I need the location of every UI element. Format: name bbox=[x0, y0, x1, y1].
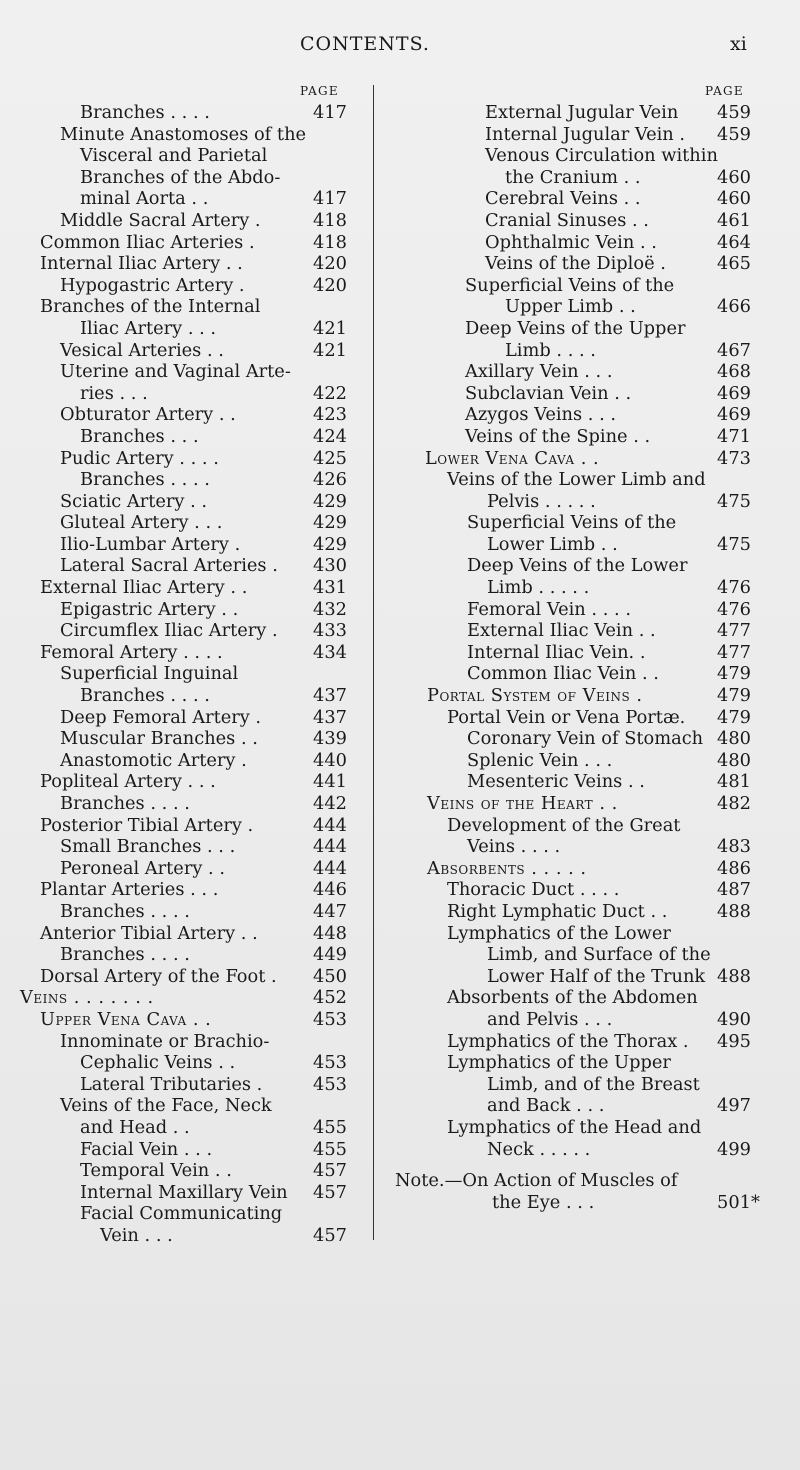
toc-entry bbox=[0, 1031, 360, 1074]
toc-page-number: 422 bbox=[313, 382, 347, 404]
toc-entry bbox=[380, 642, 800, 664]
toc-entry-text: Ilio-Lumbar Artery . bbox=[60, 533, 241, 555]
toc-entry bbox=[380, 750, 800, 772]
toc-entry-text: Upper Limb . . bbox=[505, 296, 636, 318]
toc-entry bbox=[0, 404, 360, 426]
toc-entry bbox=[380, 124, 800, 146]
running-head bbox=[0, 33, 800, 59]
toc-page-number: 488 bbox=[717, 965, 751, 987]
toc-entry-text: and Back . . . bbox=[487, 1095, 605, 1117]
toc-page-number: 477 bbox=[717, 641, 751, 663]
toc-entry bbox=[0, 340, 360, 362]
toc-page-number: 479 bbox=[717, 663, 751, 685]
toc-entry bbox=[0, 296, 360, 339]
toc-page-number: 481 bbox=[717, 771, 751, 793]
toc-entry bbox=[0, 663, 360, 706]
toc-page-number: 486 bbox=[717, 857, 751, 879]
toc-entry-text: Pelvis . . . . . bbox=[487, 490, 596, 512]
toc-page-number: 477 bbox=[717, 620, 751, 642]
page-column-label-right: PAGE bbox=[705, 84, 744, 98]
toc-entry-text: Temporal Vein . . bbox=[80, 1160, 232, 1182]
toc-entry bbox=[380, 987, 800, 1030]
toc-page-number: 482 bbox=[717, 793, 751, 814]
toc-entry-text: Upper Vena Cava . . bbox=[40, 1008, 212, 1030]
toc-page-number: 464 bbox=[717, 231, 751, 253]
toc-entry-text: the Cranium . . bbox=[505, 166, 641, 188]
toc-page-number: 437 bbox=[313, 706, 347, 728]
toc-page-number: 488 bbox=[717, 900, 751, 922]
toc-entry-text: Innominate or Brachio- bbox=[60, 1030, 270, 1052]
toc-page-number: 473 bbox=[717, 447, 751, 469]
toc-entry-text: Lateral Sacral Arteries . bbox=[60, 555, 278, 577]
toc-entry-text: ries . . . bbox=[80, 382, 148, 404]
note-entry bbox=[380, 1170, 800, 1213]
toc-entry bbox=[0, 836, 360, 858]
toc-entry bbox=[380, 210, 800, 232]
toc-entry-text: Branches . . . . bbox=[80, 685, 210, 707]
toc-entry bbox=[380, 469, 800, 512]
toc-entry bbox=[380, 383, 800, 405]
toc-page-number: 469 bbox=[717, 404, 751, 426]
toc-page-number: 457 bbox=[313, 1160, 347, 1182]
toc-page-number: 457 bbox=[313, 1181, 347, 1203]
toc-entry-text: Axillary Vein . . . bbox=[465, 361, 613, 383]
toc-page-number: 432 bbox=[313, 598, 347, 620]
toc-entry bbox=[380, 426, 800, 448]
toc-entry-text: Cephalic Veins . . bbox=[80, 1052, 236, 1074]
toc-entry-text: Lateral Tributaries . bbox=[80, 1073, 263, 1095]
toc-entry bbox=[380, 599, 800, 621]
toc-entry-text: and Pelvis . . . bbox=[487, 1008, 613, 1030]
toc-entry-text: Veins of the Lower Limb and bbox=[447, 469, 706, 491]
toc-entry-text: Portal System of Veins . bbox=[427, 685, 643, 707]
toc-entry-text: Superficial Veins of the bbox=[465, 274, 675, 296]
toc-page-number: 467 bbox=[717, 339, 751, 361]
toc-page-number: 479 bbox=[717, 706, 751, 728]
toc-page-number: 449 bbox=[313, 944, 347, 966]
toc-entry-text: Limb . . . . . bbox=[487, 577, 590, 599]
toc-entry-text: Absorbents . . . . . bbox=[427, 857, 587, 879]
toc-page-number: 421 bbox=[313, 317, 347, 339]
toc-page-number: 468 bbox=[717, 361, 751, 383]
toc-page-number: 450 bbox=[313, 965, 347, 987]
toc-page-number: 469 bbox=[717, 382, 751, 404]
toc-page-number: 425 bbox=[313, 447, 347, 469]
toc-entry-text: Branches . . . . bbox=[80, 469, 210, 491]
toc-entry-text: Veins of the Face, Neck bbox=[60, 1095, 272, 1117]
toc-page-number: 453 bbox=[313, 1008, 347, 1030]
toc-entry bbox=[380, 793, 800, 815]
toc-entry-text: Common Iliac Arteries . bbox=[40, 231, 255, 253]
toc-entry bbox=[0, 426, 360, 448]
toc-entry-text: Vein . . . bbox=[100, 1224, 173, 1246]
toc-page-number: 480 bbox=[717, 749, 751, 771]
toc-page-number: 426 bbox=[313, 469, 347, 491]
toc-page-number: 420 bbox=[313, 274, 347, 296]
toc-page-number: 423 bbox=[313, 404, 347, 426]
toc-entry bbox=[380, 102, 800, 124]
toc-entry-text: Branches . . . . bbox=[60, 900, 190, 922]
toc-entry bbox=[380, 771, 800, 793]
toc-entry-text: Portal Vein or Vena Portæ. bbox=[447, 706, 686, 728]
toc-entry-text: Splenic Vein . . . bbox=[467, 749, 613, 771]
toc-page-number: 465 bbox=[717, 253, 751, 275]
toc-entry bbox=[0, 491, 360, 513]
toc-entry bbox=[380, 361, 800, 383]
toc-entry bbox=[0, 555, 360, 577]
toc-entry-text: Subclavian Vein . . bbox=[465, 382, 632, 404]
toc-entry bbox=[0, 750, 360, 772]
toc-entry-text: Minute Anastomoses of the bbox=[60, 123, 307, 145]
toc-page-number: 420 bbox=[313, 253, 347, 275]
toc-entry-text: Anterior Tibial Artery . . bbox=[40, 922, 258, 944]
toc-page-number: 417 bbox=[313, 188, 347, 210]
toc-page-number: 441 bbox=[313, 771, 347, 793]
toc-entry bbox=[0, 620, 360, 642]
toc-entry bbox=[0, 707, 360, 729]
toc-entry-text: Veins . . . . bbox=[467, 836, 561, 858]
toc-entry bbox=[380, 1052, 800, 1117]
toc-page-number: 476 bbox=[717, 598, 751, 620]
toc-entry bbox=[380, 448, 800, 470]
toc-page-number: 460 bbox=[717, 166, 751, 188]
toc-page-number: 476 bbox=[717, 577, 751, 599]
toc-entry bbox=[0, 1009, 360, 1031]
toc-entry bbox=[380, 685, 800, 707]
toc-entry bbox=[380, 1031, 800, 1053]
toc-page-number: 497 bbox=[717, 1095, 751, 1117]
toc-page-number: 418 bbox=[313, 209, 347, 231]
toc-entry-text: the Eye . . . bbox=[492, 1191, 595, 1213]
toc-page-number: 421 bbox=[313, 339, 347, 361]
toc-entry bbox=[380, 145, 800, 188]
toc-entry bbox=[0, 1139, 360, 1161]
toc-page-number: 490 bbox=[717, 1008, 751, 1030]
toc-entry-text: Veins of the Diploë . bbox=[485, 253, 666, 275]
toc-page-number: 444 bbox=[313, 814, 347, 836]
toc-entry-text: Branches . . . . bbox=[80, 102, 210, 123]
toc-page-number: 429 bbox=[313, 490, 347, 512]
toc-page-number: 487 bbox=[717, 879, 751, 901]
toc-entry bbox=[380, 512, 800, 555]
toc-entry bbox=[0, 793, 360, 815]
toc-page-number: 495 bbox=[717, 1030, 751, 1052]
toc-entry bbox=[380, 663, 800, 685]
toc-entry-text: Internal Jugular Vein . bbox=[485, 123, 686, 145]
toc-entry-text: Lower Vena Cava . . bbox=[425, 447, 600, 469]
toc-entry bbox=[380, 232, 800, 254]
toc-entry-text: Lymphatics of the Upper bbox=[447, 1052, 671, 1074]
toc-entry-text: Femoral Artery . . . . bbox=[40, 641, 223, 663]
toc-page-number: 453 bbox=[313, 1052, 347, 1074]
right-column bbox=[380, 102, 800, 1213]
toc-entry bbox=[0, 987, 360, 1009]
toc-entry-text: Superficial Veins of the bbox=[467, 512, 677, 534]
toc-page-number: 459 bbox=[717, 123, 751, 145]
toc-entry-text: Veins of the Heart . . bbox=[427, 793, 618, 814]
toc-entry-text: Circumflex Iliac Artery . bbox=[60, 620, 278, 642]
toc-entry bbox=[380, 275, 800, 318]
toc-entry-text: Deep Veins of the Upper bbox=[465, 317, 686, 339]
toc-entry-text: Plantar Arteries . . . bbox=[40, 879, 219, 901]
page-title: CONTENTS. bbox=[300, 33, 430, 55]
toc-entry-text: Femoral Vein . . . . bbox=[467, 598, 631, 620]
toc-page-number: 424 bbox=[313, 425, 347, 447]
toc-entry-text: Branches . . . bbox=[80, 425, 199, 447]
toc-page-number: 431 bbox=[313, 577, 347, 599]
toc-entry bbox=[0, 901, 360, 923]
toc-entry-text: Right Lymphatic Duct . . bbox=[447, 900, 668, 922]
toc-entry-text: Visceral and Parietal bbox=[80, 145, 268, 167]
toc-page-number: 460 bbox=[717, 188, 751, 210]
toc-page-number: 442 bbox=[313, 793, 347, 814]
toc-page-number: 429 bbox=[313, 512, 347, 534]
toc-page-number: 452 bbox=[313, 987, 347, 1009]
toc-entry-text: Small Branches . . . bbox=[60, 836, 236, 858]
toc-entry bbox=[0, 1095, 360, 1138]
toc-page-number: 418 bbox=[313, 231, 347, 253]
toc-entry-text: Deep Femoral Artery . bbox=[60, 706, 262, 728]
toc-entry bbox=[0, 879, 360, 901]
toc-entry-text: External Jugular Vein bbox=[485, 102, 679, 123]
toc-entry bbox=[380, 555, 800, 598]
toc-entry bbox=[0, 966, 360, 988]
page-number: xi bbox=[730, 33, 747, 55]
toc-entry-text: Limb, and Surface of the bbox=[487, 944, 711, 966]
toc-entry bbox=[380, 620, 800, 642]
toc-entry-text: Limb . . . . bbox=[505, 339, 596, 361]
toc-page-number: 475 bbox=[717, 490, 751, 512]
toc-page-number: 433 bbox=[313, 620, 347, 642]
toc-entry-text: Branches of the Abdo- bbox=[80, 166, 281, 188]
toc-page-number: 448 bbox=[313, 922, 347, 944]
toc-page-number: 447 bbox=[313, 900, 347, 922]
toc-entry bbox=[0, 361, 360, 404]
toc-entry-text: Facial Communicating bbox=[80, 1203, 283, 1225]
toc-entry bbox=[0, 642, 360, 664]
toc-entry bbox=[0, 923, 360, 945]
toc-page-number: 417 bbox=[313, 102, 347, 123]
toc-entry-text: Branches . . . . bbox=[60, 793, 190, 814]
toc-entry-text: Uterine and Vaginal Arte- bbox=[60, 361, 291, 383]
toc-entry bbox=[380, 707, 800, 729]
toc-entry-text: Branches of the Internal bbox=[40, 296, 261, 318]
left-column bbox=[0, 102, 360, 1246]
toc-entry bbox=[0, 275, 360, 297]
toc-entry-text: Azygos Veins . . . bbox=[465, 404, 617, 426]
toc-page-number: 480 bbox=[717, 728, 751, 750]
toc-entry bbox=[0, 577, 360, 599]
toc-entry-text: Dorsal Artery of the Foot . bbox=[40, 965, 277, 987]
toc-entry-text: External Iliac Artery . . bbox=[40, 577, 248, 599]
toc-entry bbox=[380, 1117, 800, 1160]
toc-entry-text: Internal Maxillary Vein bbox=[80, 1181, 288, 1203]
toc-entry bbox=[0, 1160, 360, 1182]
toc-entry-text: Iliac Artery . . . bbox=[80, 317, 217, 339]
toc-page-number: 437 bbox=[313, 685, 347, 707]
toc-entry-text: Limb, and of the Breast bbox=[487, 1073, 700, 1095]
toc-entry-text: Venous Circulation within bbox=[485, 145, 718, 167]
toc-entry-text: Internal Iliac Vein. . bbox=[467, 641, 646, 663]
toc-entry bbox=[0, 1074, 360, 1096]
toc-page-number: 444 bbox=[313, 857, 347, 879]
toc-page-number: 439 bbox=[313, 728, 347, 750]
toc-entry bbox=[0, 210, 360, 232]
toc-entry-text: Epigastric Artery . . bbox=[60, 598, 239, 620]
toc-entry-text: Ophthalmic Vein . . bbox=[485, 231, 657, 253]
toc-entry-text: and Head . . bbox=[80, 1116, 190, 1138]
toc-entry-text: Lymphatics of the Thorax . bbox=[447, 1030, 689, 1052]
toc-entry-text: Internal Iliac Artery . . bbox=[40, 253, 243, 275]
toc-entry-text: Neck . . . . . bbox=[487, 1138, 591, 1160]
toc-entry-text: Sciatic Artery . . bbox=[60, 490, 208, 512]
toc-entry-text: External Iliac Vein . . bbox=[467, 620, 656, 642]
toc-entry bbox=[380, 318, 800, 361]
toc-entry-text: Peroneal Artery . . bbox=[60, 857, 225, 879]
toc-entry-text: Popliteal Artery . . . bbox=[40, 771, 216, 793]
toc-entry bbox=[0, 512, 360, 534]
toc-entry bbox=[0, 534, 360, 556]
toc-entry-text: Absorbents of the Abdomen bbox=[447, 987, 698, 1009]
toc-page-number: 429 bbox=[313, 533, 347, 555]
toc-page-number: 479 bbox=[717, 685, 751, 707]
toc-entry-text: Gluteal Artery . . . bbox=[60, 512, 223, 534]
toc-entry-text: Hypogastric Artery . bbox=[60, 274, 245, 296]
toc-entry-text: Anastomotic Artery . bbox=[60, 749, 247, 771]
toc-page-number: 471 bbox=[717, 425, 751, 447]
toc-page-number: 499 bbox=[717, 1138, 751, 1160]
toc-entry bbox=[380, 858, 800, 880]
toc-page-number: 457 bbox=[313, 1224, 347, 1246]
toc-entry bbox=[0, 599, 360, 621]
toc-entry-text: Facial Vein . . . bbox=[80, 1138, 213, 1160]
toc-entry bbox=[0, 124, 360, 210]
toc-entry bbox=[380, 901, 800, 923]
toc-entry-text: Lower Half of the Trunk bbox=[487, 965, 706, 987]
toc-entry bbox=[0, 771, 360, 793]
toc-entry-text: Posterior Tibial Artery . bbox=[40, 814, 254, 836]
toc-entry bbox=[0, 253, 360, 275]
toc-page-number: 430 bbox=[313, 555, 347, 577]
toc-page-number: 455 bbox=[313, 1138, 347, 1160]
toc-page-number: 434 bbox=[313, 641, 347, 663]
toc-entry bbox=[380, 728, 800, 750]
toc-page-number: 459 bbox=[717, 102, 751, 123]
toc-entry-text: Veins of the Spine . . bbox=[465, 425, 651, 447]
toc-entry bbox=[0, 944, 360, 966]
toc-entry-text: Thoracic Duct . . . . bbox=[447, 879, 620, 901]
toc-entry bbox=[0, 1182, 360, 1204]
toc-page-number: 453 bbox=[313, 1073, 347, 1095]
toc-entry bbox=[0, 469, 360, 491]
toc-entry-text: Pudic Artery . . . . bbox=[60, 447, 219, 469]
toc-entry-text: Mesenteric Veins . . bbox=[467, 771, 645, 793]
toc-page-number: 475 bbox=[717, 533, 751, 555]
toc-entry-text: Coronary Vein of Stomach bbox=[467, 728, 704, 750]
toc-entry-text: Veins . . . . . . . bbox=[20, 987, 154, 1009]
column-divider bbox=[373, 85, 374, 1240]
toc-entry-text: Cranial Sinuses . . bbox=[485, 209, 649, 231]
toc-entry-text: Vesical Arteries . . bbox=[60, 339, 224, 361]
toc-entry-text: Common Iliac Vein . . bbox=[467, 663, 659, 685]
toc-entry-text: Branches . . . . bbox=[60, 944, 190, 966]
toc-entry-text: Middle Sacral Artery . bbox=[60, 209, 261, 231]
toc-entry bbox=[380, 879, 800, 901]
toc-page-number: 466 bbox=[717, 296, 751, 318]
toc-page-number: 483 bbox=[717, 836, 751, 858]
toc-page-number: 444 bbox=[313, 836, 347, 858]
toc-page-number: 446 bbox=[313, 879, 347, 901]
toc-entry bbox=[0, 728, 360, 750]
toc-entry bbox=[0, 815, 360, 837]
toc-entry bbox=[0, 1203, 360, 1246]
toc-entry bbox=[380, 815, 800, 858]
toc-page-number: 461 bbox=[717, 209, 751, 231]
toc-entry-text: Deep Veins of the Lower bbox=[467, 555, 688, 577]
toc-entry-text: Lymphatics of the Lower bbox=[447, 922, 671, 944]
toc-entry bbox=[380, 923, 800, 988]
page-column-label-left: PAGE bbox=[300, 84, 339, 98]
toc-page-number: 501* bbox=[717, 1191, 760, 1213]
toc-entry bbox=[0, 102, 360, 124]
toc-entry bbox=[380, 188, 800, 210]
toc-entry-text: Cerebral Veins . . bbox=[485, 188, 641, 210]
toc-entry-text: Muscular Branches . . bbox=[60, 728, 258, 750]
toc-entry bbox=[380, 404, 800, 426]
toc-entry-text: Superficial Inguinal bbox=[60, 663, 239, 685]
toc-entry-text: Development of the Great bbox=[447, 814, 681, 836]
toc-entry-text: Lower Limb . . bbox=[487, 533, 618, 555]
toc-entry-text: minal Aorta . . bbox=[80, 188, 209, 210]
toc-entry-text: Obturator Artery . . bbox=[60, 404, 236, 426]
toc-page-number: 455 bbox=[313, 1116, 347, 1138]
toc-entry bbox=[380, 253, 800, 275]
toc-entry-text: Note.—On Action of Muscles of bbox=[395, 1170, 678, 1192]
toc-entry bbox=[0, 232, 360, 254]
toc-entry bbox=[0, 448, 360, 470]
toc-entry bbox=[0, 858, 360, 880]
toc-page-number: 440 bbox=[313, 749, 347, 771]
toc-entry-text: Lymphatics of the Head and bbox=[447, 1116, 702, 1138]
